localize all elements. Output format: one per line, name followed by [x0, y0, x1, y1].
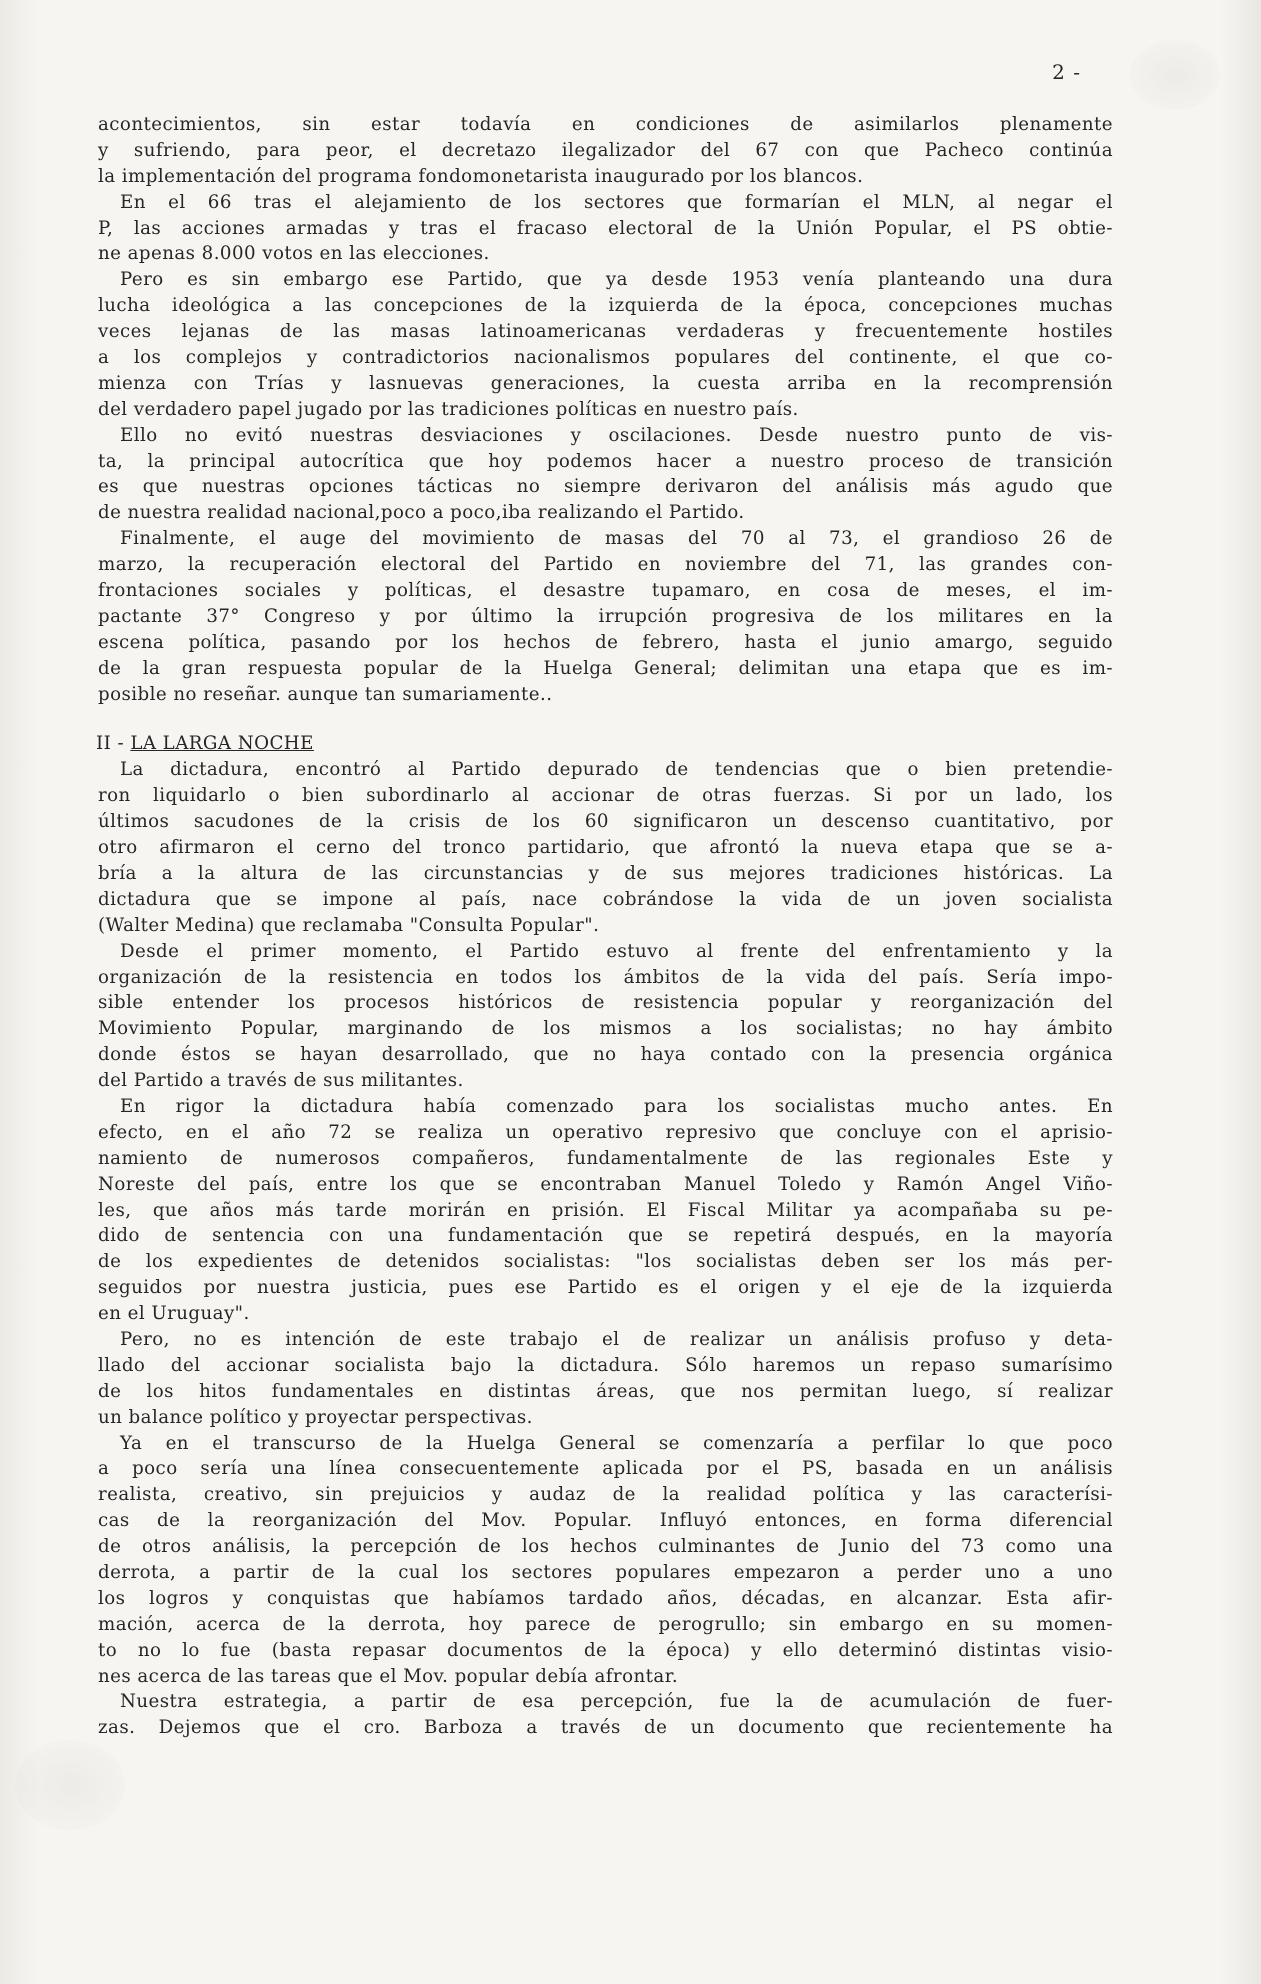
- text-line: del Partido a través de sus militantes.: [98, 1070, 464, 1092]
- text-line: mación, acerca de la derrota, hoy parece de perogrullo; sin embargo en su momen-: [98, 1613, 1113, 1635]
- text-line: del verdadero papel jugado por las tradiciones políticas en nuestro país.: [98, 398, 799, 420]
- text-line: Desde el primer momento, el Partido estuvo al frente del enfrentamiento y la: [120, 940, 1113, 962]
- text-line: frontaciones sociales y políticas, el desastre tupamaro, en cosa de meses, el im-: [98, 580, 1113, 602]
- text-line: derrota, a partir de la cual los sectores populares empezaron a perder uno a uno: [98, 1561, 1113, 1583]
- text-line: los logros y conquistas que habíamos tardado años, décadas, en alcanzar. Esta afir-: [98, 1587, 1113, 1609]
- text-line: y sufriendo, para peor, el decretazo ilegalizador del 67 con que Pacheco continúa: [98, 139, 1113, 161]
- page-number: 2 -: [1052, 60, 1081, 84]
- text-line: ron liquidarlo o bien subordinarlo al accionar de otras fuerzas. Si por un lado, los: [98, 785, 1113, 807]
- text-line: la implementación del programa fondomonetarista inaugurado por los blancos.: [98, 165, 864, 187]
- text-line: a los complejos y contradictorios nacionalismos populares del continente, el que co-: [98, 347, 1113, 369]
- text-line: en el Uruguay".: [98, 1303, 250, 1325]
- section-number: II -: [96, 733, 131, 755]
- text-line: En rigor la dictadura había comenzado para los socialistas mucho antes. En: [120, 1095, 1113, 1117]
- text-line: de nuestra realidad nacional,poco a poco,iba realizando el Partido.: [98, 502, 745, 524]
- text-line: acontecimientos, sin estar todavía en condiciones de asimilarlos plenamente: [98, 114, 1113, 135]
- text-line: Noreste del país, entre los que se encontraban Manuel Toledo y Ramón Angel Viño-: [98, 1173, 1113, 1195]
- text-line: zas. Dejemos que el cro. Barboza a través de un documento que recientemente ha: [98, 1717, 1113, 1739]
- text-line: pactante 37° Congreso y por último la irrupción progresiva de los militares en la: [98, 605, 1113, 627]
- text-line: lucha ideológica a las concepciones de la izquierda de la época, concepciones muchas: [98, 295, 1113, 317]
- text-line: Pero, no es intención de este trabajo el de realizar un análisis profuso y deta-: [120, 1328, 1113, 1350]
- text-line: otro afirmaron el cerno del tronco partidario, que afrontó la nueva etapa que se a-: [98, 837, 1113, 859]
- text-line: escena política, pasando por los hechos de febrero, hasta el junio amargo, seguido: [98, 631, 1113, 653]
- text-line: bría a la altura de las circunstancias y de sus mejores tradiciones históricas. La: [98, 862, 1113, 884]
- text-line: últimos sacudones de la crisis de los 60 significaron un descenso cuantitativo, por: [98, 811, 1113, 833]
- text-line: realista, creativo, sin prejuicios y audaz de la realidad política y las caracterísi-: [98, 1484, 1113, 1506]
- text-line: namiento de numerosos compañeros, fundamentalmente de las regionales Este y: [98, 1147, 1113, 1169]
- text-line: a poco sería una línea consecuentemente aplicada por el PS, basada en un análisis: [98, 1458, 1113, 1480]
- text-line: veces lejanas de las masas latinoamericanas verdaderas y frecuentemente hostiles: [98, 321, 1113, 343]
- text-line: P, las acciones armadas y tras el fracaso electoral de la Unión Popular, el PS obtie-: [98, 217, 1113, 239]
- text-line: de los expedientes de detenidos socialistas: "los socialistas deben ser los más per-: [98, 1251, 1113, 1273]
- text-line: efecto, en el año 72 se realiza un operativo represivo que concluye con el aprisio-: [98, 1121, 1113, 1143]
- text-line: mienza con Trías y lasnuevas generaciones, la cuesta arriba en la recomprensión: [98, 372, 1113, 394]
- text-line: (Walter Medina) que reclamaba "Consulta Popular".: [98, 914, 600, 936]
- text-line: nes acerca de las tareas que el Mov. popular debía afrontar.: [98, 1665, 679, 1687]
- section-heading: [96, 731, 1113, 757]
- text-line: Ello no evitó nuestras desviaciones y oscilaciones. Desde nuestro punto de vis-: [120, 424, 1113, 446]
- text-line: donde éstos se hayan desarrollado, que no haya contado con la presencia orgánica: [98, 1044, 1113, 1066]
- text-line: Pero es sin embargo ese Partido, que ya desde 1953 venía planteando una dura: [120, 269, 1113, 291]
- text-line: de los hitos fundamentales en distintas áreas, que nos permitan luego, sí realizar: [98, 1380, 1113, 1402]
- text-line: Nuestra estrategia, a partir de esa percepción, fue la de acumulación de fuer-: [120, 1691, 1113, 1713]
- text-line: Ya en el transcurso de la Huelga General se comenzaría a perfilar lo que poco: [120, 1432, 1113, 1454]
- text-line: sible entender los procesos históricos de resistencia popular y reorganización del: [98, 992, 1113, 1014]
- text-line: cas de la reorganización del Mov. Popular. Influyó entonces, en forma diferencial: [98, 1510, 1113, 1532]
- text-line: ne apenas 8.000 votos en las elecciones.: [98, 243, 490, 265]
- text-line: dido de sentencia con una fundamentación que se repetirá después, en la mayoría: [98, 1225, 1113, 1247]
- text-line: dictadura que se impone al país, nace cobrándose la vida de un joven socialista: [98, 888, 1113, 910]
- document-body: [98, 112, 1113, 1741]
- text-line: En el 66 tras el alejamiento de los sectores que formarían el MLN, al negar el: [120, 191, 1113, 213]
- text-line: les, que años más tarde morirán en prisión. El Fiscal Militar ya acompañaba su pe-: [98, 1199, 1113, 1221]
- text-line: marzo, la recuperación electoral del Partido en noviembre del 71, las grandes con-: [98, 554, 1113, 576]
- section-title: LA LARGA NOCHE: [130, 733, 314, 755]
- text-line: de otros análisis, la percepción de los hechos culminantes de Junio del 73 como una: [98, 1536, 1113, 1558]
- section-gap: [98, 707, 1113, 731]
- text-line: to no lo fue (basta repasar documentos de la época) y ello determinó distintas visio-: [98, 1639, 1113, 1661]
- text-line: ta, la principal autocrítica que hoy podemos hacer a nuestro proceso de transición: [98, 450, 1113, 472]
- text-line: es que nuestras opciones tácticas no siempre derivaron del análisis más agudo que: [98, 476, 1113, 498]
- text-line: un balance político y proyectar perspectivas.: [98, 1406, 533, 1428]
- text-line: llado del accionar socialista bajo la dictadura. Sólo haremos un repaso sumarísimo: [98, 1354, 1113, 1376]
- text-line: Finalmente, el auge del movimiento de masas del 70 al 73, el grandioso 26 de: [120, 528, 1113, 550]
- text-line: posible no reseñar. aunque tan sumariamente..: [98, 683, 553, 705]
- text-line: organización de la resistencia en todos los ámbitos de la vida del país. Sería impo-: [98, 966, 1113, 988]
- text-line: de la gran respuesta popular de la Huelga General; delimitan una etapa que es im-: [98, 657, 1113, 679]
- text-line: Movimiento Popular, marginando de los mismos a los socialistas; no hay ámbito: [98, 1018, 1113, 1040]
- text-line: seguidos por nuestra justicia, pues ese Partido es el origen y el eje de la izquierda: [98, 1277, 1113, 1299]
- text-line: La dictadura, encontró al Partido depurado de tendencias que o bien pretendie-: [120, 759, 1113, 781]
